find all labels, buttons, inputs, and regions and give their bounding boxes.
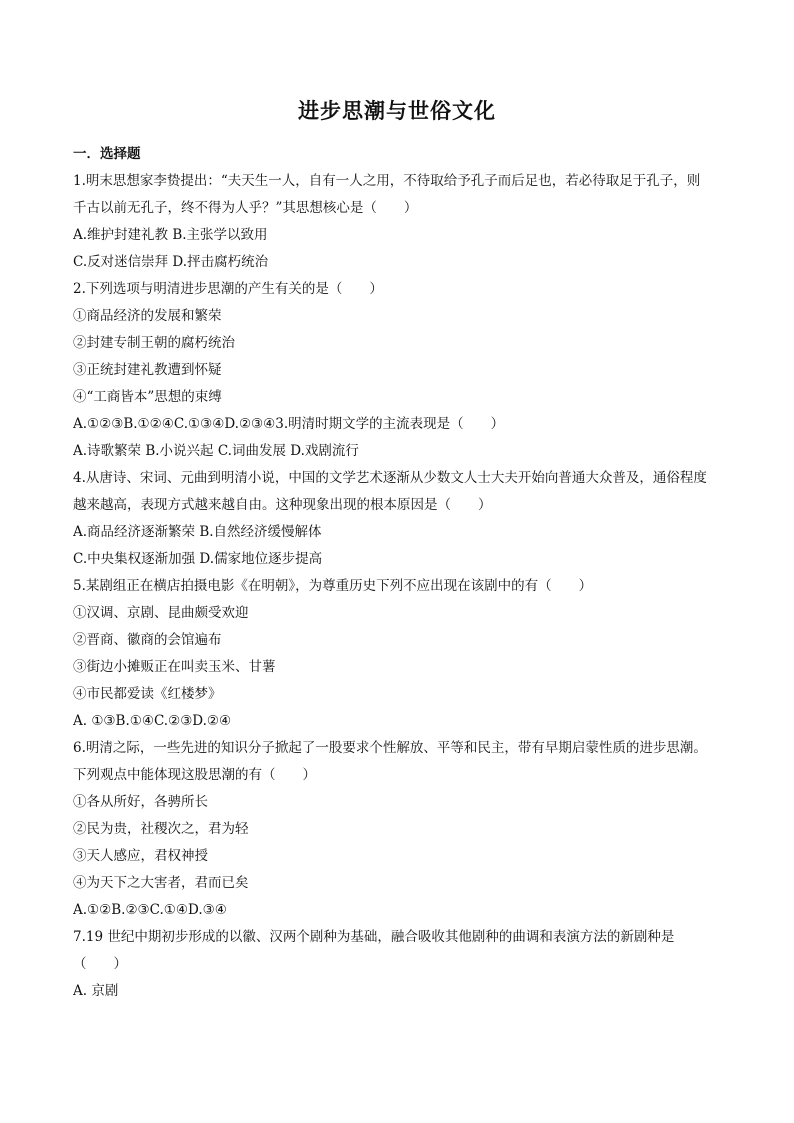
question-1-options-cd: C.反对迷信崇拜 D.抨击腐朽统治 — [73, 254, 269, 270]
question-3-options: A.诗歌繁荣 B.小说兴起 C.词曲发展 D.戏剧流行 — [73, 443, 359, 459]
section-heading: 一．选择题 — [73, 146, 141, 162]
question-5-item-1: ①汉调、京剧、昆曲颇受欢迎 — [73, 605, 249, 621]
question-1-stem-line-1: 1.明末思想家李贽提出：“夫天生一人，自有一人之用，不待取给予孔子而后足也，若必待取足于孔子，则 — [73, 173, 701, 189]
question-4-stem-line-2: 越来越高，表现方式越来越自由。这种现象出现的根本原因是（ ） — [73, 497, 492, 513]
document-title: 进步思潮与世俗文化 — [298, 98, 496, 123]
question-list — [73, 141, 723, 1005]
question-6-item-2: ②民为贵，社稷次之，君为轻 — [73, 821, 249, 837]
question-5-item-4: ④市民都爱读《红楼梦》 — [73, 686, 222, 702]
question-5-item-2: ②晋商、徽商的会馆遍布 — [73, 632, 222, 648]
question-5-stem: 5.某剧组正在横店拍摄电影《在明朝》，为尊重历史下列不应出现在该剧中的有（ ） — [73, 578, 593, 594]
question-2-options-and-question-3-stem: A.①②③B.①②④C.①③④D.②③④3.明清时期文学的主流表现是（ ） — [73, 416, 505, 432]
question-5-item-3: ③街边小摊贩正在叫卖玉米、甘薯 — [73, 659, 276, 675]
question-6-stem-line-1: 6.明清之际，一些先进的知识分子掀起了一股要求个性解放、平等和民主，带有早期启蒙性质的进步思潮。 — [73, 740, 707, 756]
question-7-option-a: A. 京剧 — [73, 983, 119, 999]
question-2-item-4: ④“工商皆本”思想的束缚 — [73, 389, 222, 405]
question-6-options: A.①②B.②③C.①④D.③④ — [73, 902, 227, 918]
question-6-item-4: ④为天下之大害者，君而已矣 — [73, 875, 249, 891]
question-2-item-1: ①商品经济的发展和繁荣 — [73, 308, 222, 324]
question-2-item-3: ③正统封建礼教遭到怀疑 — [73, 362, 222, 378]
question-1-stem-line-2: 千古以前无孔子，终不得为人乎？”其思想核心是（ ） — [73, 200, 418, 216]
question-4-options-ab: A.商品经济逐渐繁荣 B.自然经济缓慢解体 — [73, 524, 322, 540]
question-6-item-1: ①各从所好，各骋所长 — [73, 794, 208, 810]
question-4-stem-line-1: 4.从唐诗、宋词、元曲到明清小说，中国的文学艺术逐渐从少数文人士大夫开始向普通大众普及，通俗程度 — [73, 470, 707, 486]
question-6-stem-line-2: 下列观点中能体现这股思潮的有（ ） — [73, 767, 316, 783]
question-2-item-2: ②封建专制王朝的腐朽统治 — [73, 335, 235, 351]
question-4-options-cd: C.中央集权逐渐加强 D.儒家地位逐步提高 — [73, 551, 323, 567]
question-7-stem-line-1: 7.19 世纪中期初步形成的以徽、汉两个剧种为基础，融合吸收其他剧种的曲调和表演方法的新剧种是 — [73, 929, 675, 945]
question-7-stem-line-2: （ ） — [73, 956, 127, 972]
question-5-options: A. ①③B.①④C.②③D.②④ — [73, 713, 232, 729]
question-6-item-3: ③天人感应，君权神授 — [73, 848, 208, 864]
question-1-options-ab: A.维护封建礼教 B.主张学以致用 — [73, 227, 268, 243]
question-2-stem: 2.下列选项与明清进步思潮的产生有关的是（ ） — [73, 281, 383, 297]
